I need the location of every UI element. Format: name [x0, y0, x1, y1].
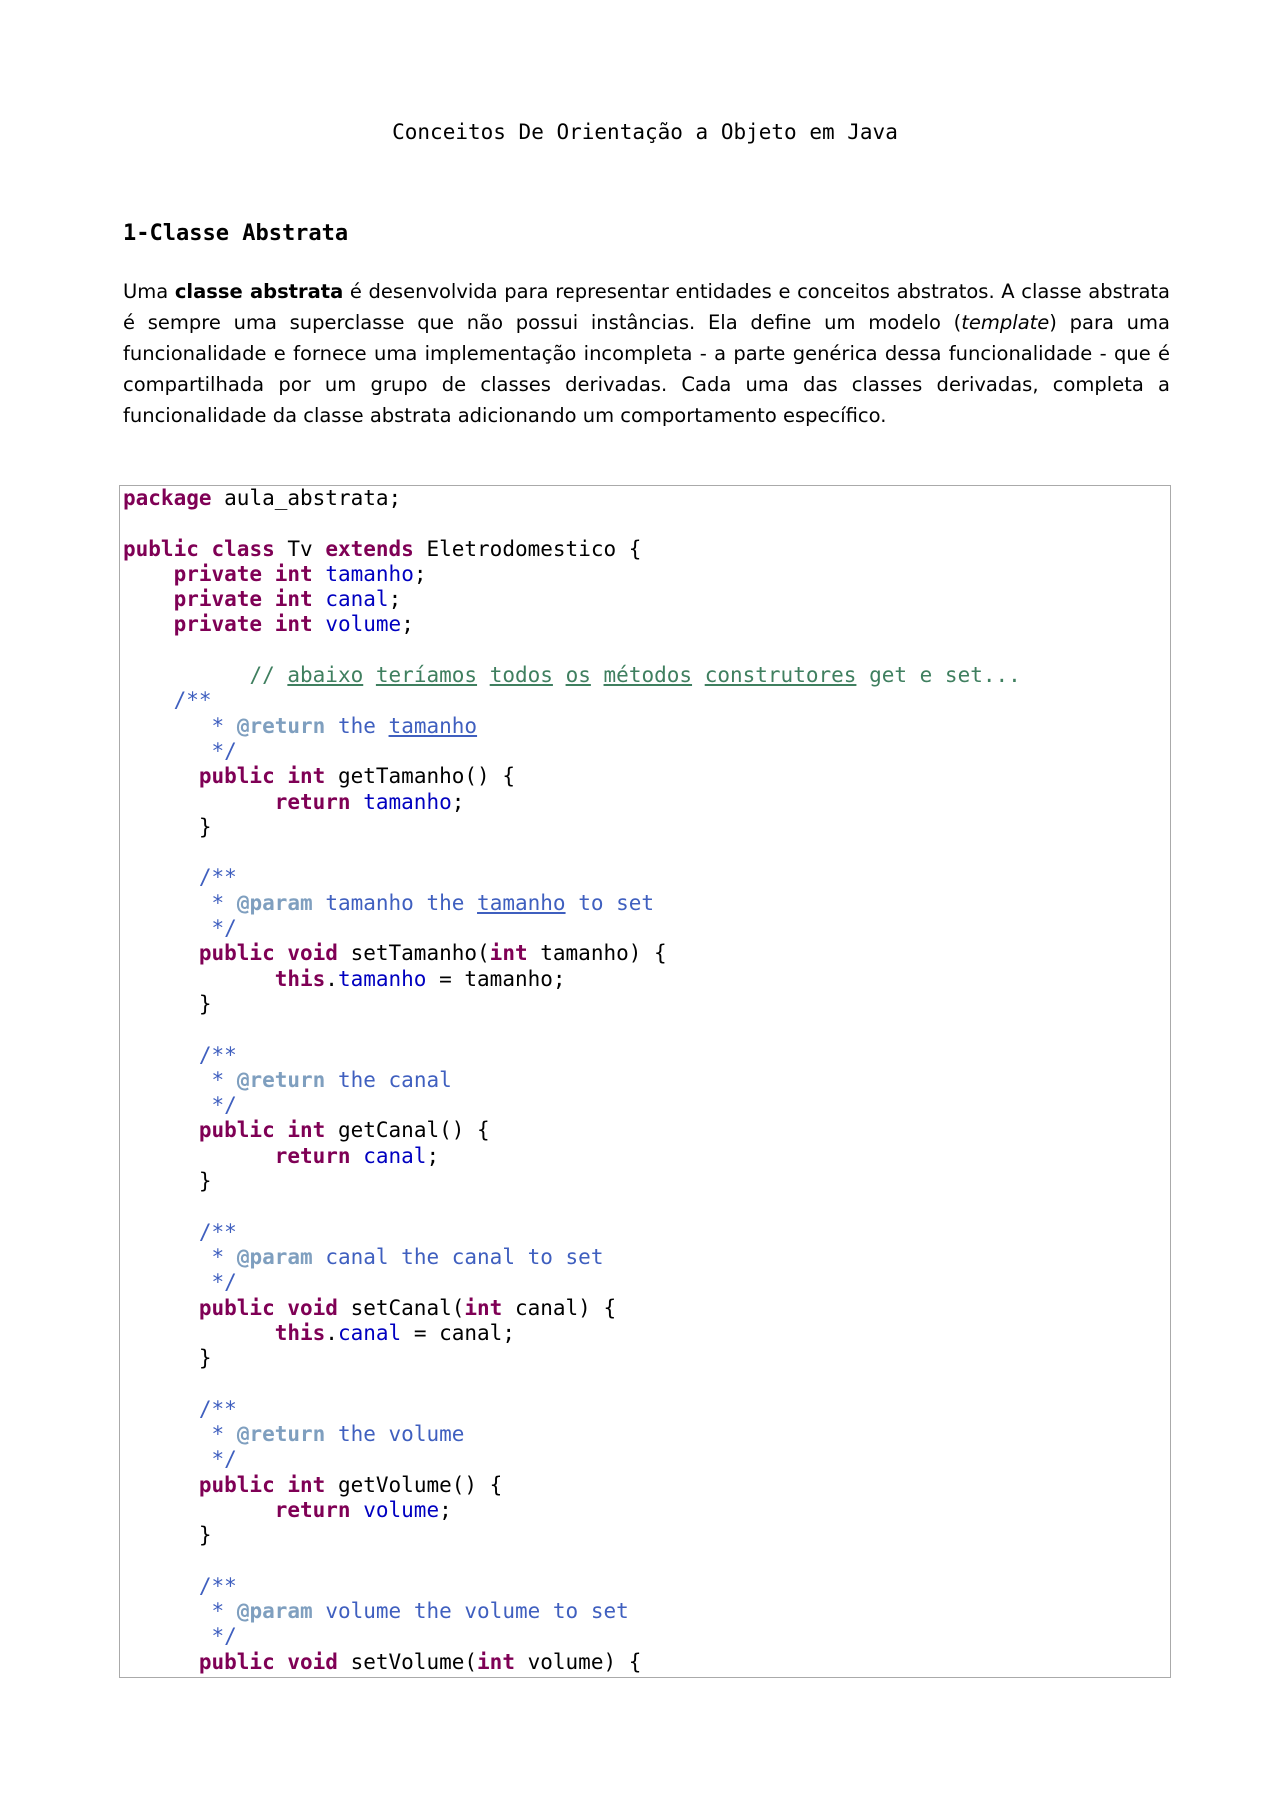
keyword: int [464, 1295, 503, 1320]
code-text [313, 562, 326, 586]
paragraph-italic-term: template [961, 311, 1050, 334]
code-text [123, 1473, 199, 1497]
code-line [123, 1548, 1170, 1573]
keyword: private [173, 561, 263, 586]
code-text [123, 714, 212, 738]
keyword: private [173, 587, 263, 612]
code-text: tamanho) { [527, 941, 667, 966]
javadoc: * [211, 890, 237, 915]
code-text [275, 1118, 288, 1142]
code-text: . [325, 966, 338, 991]
javadoc: */ [211, 1447, 237, 1472]
javadoc: /** [198, 1573, 237, 1598]
body-paragraph [123, 276, 1170, 431]
comment [692, 663, 705, 687]
document-title: Conceitos De Orientação a Objeto em Java [392, 120, 898, 144]
javadoc: */ [211, 916, 237, 941]
code-text [123, 1498, 275, 1522]
code-text [275, 941, 288, 965]
code-text: ; [451, 789, 465, 814]
code-text [123, 916, 212, 940]
code-line [123, 1473, 1170, 1498]
code-line [123, 1043, 1170, 1068]
code-text [123, 764, 199, 788]
javadoc-tag: @return [236, 713, 326, 738]
code-line [123, 1346, 1170, 1371]
javadoc: tamanho the [312, 890, 478, 915]
field: canal [325, 587, 389, 612]
code-text: } [123, 1346, 212, 1371]
keyword: int [287, 1118, 326, 1143]
code-text: ; [413, 561, 427, 586]
code-line [123, 638, 1170, 663]
code-line [123, 1220, 1170, 1245]
code-text: Eletrodomestico { [413, 536, 642, 561]
keyword: int [287, 764, 326, 789]
code-line [123, 1093, 1170, 1118]
code-text [123, 1118, 199, 1142]
code-text [313, 587, 326, 611]
code-text [123, 941, 199, 965]
code-text [262, 562, 275, 586]
javadoc: canal the canal to set [312, 1244, 604, 1269]
code-text [123, 1447, 212, 1471]
javadoc: */ [211, 1093, 237, 1118]
field: tamanho [337, 966, 427, 991]
code-line [123, 511, 1170, 536]
code-line [123, 537, 1170, 562]
javadoc-tag: @param [236, 1244, 313, 1269]
code-text [123, 1220, 199, 1244]
code-text: } [123, 1523, 212, 1548]
code-text: getCanal() { [325, 1118, 490, 1143]
javadoc: */ [211, 1624, 237, 1649]
code-text: getVolume() { [325, 1472, 503, 1497]
code-text [123, 587, 174, 611]
code-text: getTamanho() { [325, 764, 515, 789]
keyword: void [287, 941, 338, 966]
keyword: package [123, 486, 212, 510]
code-line [123, 790, 1170, 815]
keyword: public [198, 764, 275, 789]
code-text [275, 1650, 288, 1674]
javadoc-tag: @param [236, 890, 313, 915]
keyword: public [198, 1472, 275, 1497]
code-text: Tv [274, 536, 326, 561]
code-line [123, 1296, 1170, 1321]
code-text: setCanal( [337, 1295, 465, 1320]
paragraph-bold-term: classe abstrata [174, 280, 344, 303]
javadoc: * [211, 713, 237, 738]
comment: // [249, 663, 288, 688]
field: canal [363, 1143, 427, 1168]
keyword: public [198, 1649, 275, 1674]
javadoc: the [325, 713, 389, 738]
javadoc: */ [211, 738, 237, 763]
javadoc-ref: tamanho [388, 713, 478, 738]
code-text: ; [426, 1143, 440, 1168]
code-text [123, 739, 212, 763]
code-line [123, 1068, 1170, 1093]
code-line [123, 739, 1170, 764]
code-line [123, 1169, 1170, 1194]
code-line [123, 663, 1170, 688]
javadoc: /** [173, 688, 212, 713]
code-text [123, 1068, 212, 1092]
code-text: aula_abstrata; [211, 486, 402, 510]
code-text [123, 1422, 212, 1446]
code-line [123, 941, 1170, 966]
code-text [199, 537, 212, 561]
code-text [123, 1397, 199, 1421]
code-text: setTamanho( [337, 941, 490, 966]
code-text [123, 688, 174, 712]
keyword: void [287, 1295, 338, 1320]
code-text: ; [401, 612, 414, 637]
code-line [123, 764, 1170, 789]
code-text: } [123, 814, 212, 839]
javadoc: * [211, 1067, 237, 1092]
code-text [123, 967, 275, 991]
comment-word: os [565, 663, 591, 688]
code-line [123, 1650, 1170, 1675]
code-text [123, 891, 212, 915]
javadoc: to set [565, 890, 655, 915]
code-line [123, 865, 1170, 890]
comment-word: métodos [603, 663, 693, 688]
code-line [123, 916, 1170, 941]
code-line [123, 1245, 1170, 1270]
code-line [123, 1144, 1170, 1169]
code-text: } [123, 991, 212, 1016]
code-listing [119, 485, 1171, 1678]
code-text [123, 562, 174, 586]
code-text [275, 1296, 288, 1320]
code-text: . [325, 1320, 338, 1345]
code-text [123, 865, 199, 889]
code-line [123, 612, 1170, 637]
code-line [123, 1599, 1170, 1624]
paragraph-part-2: ) para uma funcionalidade e fornece uma implementação incompleta - a parte genérica dessa funcionalidade - que é compartilhada por um grupo de classes derivadas. Cada uma das classes derivadas, completa a funcionalidade da classe abstrata adicionando um comportamento específico. [123, 311, 1170, 427]
code-line [123, 1321, 1170, 1346]
code-text: ; [388, 587, 402, 612]
code-block [120, 486, 1170, 1675]
comment: get e set... [856, 663, 1021, 688]
keyword: void [287, 1649, 338, 1674]
code-text [123, 1574, 199, 1598]
keyword: public [198, 1295, 275, 1320]
code-text: ; [439, 1497, 452, 1522]
javadoc: /** [198, 1219, 237, 1244]
code-text: volume) { [514, 1649, 642, 1674]
keyword: int [274, 561, 313, 586]
code-line [123, 1498, 1170, 1523]
code-text [351, 1498, 364, 1522]
field: tamanho [363, 789, 452, 814]
code-line [123, 562, 1170, 587]
code-line [123, 1270, 1170, 1295]
code-text [123, 663, 249, 687]
code-text: } [123, 1169, 212, 1194]
keyword: extends [325, 536, 414, 561]
code-text [123, 1321, 275, 1345]
keyword: return [274, 1497, 351, 1522]
keyword: int [274, 587, 313, 612]
code-text [123, 1043, 199, 1067]
field: volume [363, 1497, 440, 1522]
javadoc-ref: tamanho [477, 890, 566, 915]
code-line [123, 587, 1170, 612]
comment-word: abaixo [287, 663, 364, 688]
code-text [123, 1245, 212, 1269]
javadoc: * [211, 1421, 237, 1446]
code-line [123, 688, 1170, 713]
code-text [275, 764, 288, 788]
keyword: public [198, 941, 275, 966]
code-line [123, 840, 1170, 865]
javadoc: * [211, 1599, 237, 1624]
javadoc: /** [198, 1396, 237, 1421]
javadoc-tag: @return [236, 1067, 326, 1092]
code-line [123, 1017, 1170, 1042]
code-line [123, 1447, 1170, 1472]
code-text [123, 1270, 212, 1294]
comment [477, 663, 490, 687]
code-text [351, 1144, 364, 1168]
code-text [313, 612, 326, 636]
code-line [123, 1523, 1170, 1548]
keyword: return [274, 1143, 351, 1168]
code-text [123, 1093, 212, 1117]
code-line [123, 1422, 1170, 1447]
code-line [123, 815, 1170, 840]
keyword: int [489, 941, 528, 966]
comment-word: construtores [704, 663, 857, 688]
javadoc: /** [198, 1042, 237, 1067]
code-text [123, 612, 174, 636]
code-line [123, 1371, 1170, 1396]
code-line [123, 1118, 1170, 1143]
code-text [123, 1624, 212, 1648]
field: tamanho [325, 561, 414, 586]
code-line [123, 1397, 1170, 1422]
javadoc-tag: @param [236, 1599, 313, 1624]
code-line [123, 992, 1170, 1017]
field: canal [337, 1320, 402, 1345]
comment [363, 663, 376, 687]
paragraph-part-1: é desenvolvida para representar entidades e conceitos abstratos. A classe abstrata é sempre uma superclasse que não possui instâncias. Ela define um modelo ( [123, 280, 1171, 334]
code-text [262, 612, 275, 636]
javadoc-tag: @return [236, 1421, 326, 1446]
code-line [123, 967, 1170, 992]
keyword: this [274, 1320, 326, 1345]
keyword: private [173, 612, 263, 637]
paragraph-intro: Uma [123, 280, 175, 303]
section-heading: 1-Classe Abstrata [123, 221, 349, 246]
javadoc: * [211, 1244, 237, 1269]
code-line [123, 891, 1170, 916]
code-line [123, 714, 1170, 739]
code-text: = tamanho; [426, 966, 566, 991]
javadoc: */ [211, 1270, 237, 1295]
javadoc: /** [198, 865, 237, 890]
code-line [123, 486, 1170, 511]
javadoc: volume the volume to set [312, 1599, 629, 1624]
field: volume [325, 612, 402, 637]
comment-word: todos [489, 663, 553, 688]
comment [553, 663, 566, 687]
code-line [123, 1624, 1170, 1649]
keyword: class [211, 536, 275, 561]
keyword: this [274, 966, 326, 991]
code-text [123, 1599, 212, 1623]
javadoc: the volume [325, 1421, 465, 1446]
keyword: return [274, 789, 351, 814]
code-text [123, 1144, 275, 1168]
code-text: canal) { [502, 1295, 617, 1320]
comment [591, 663, 604, 687]
code-text [123, 1296, 199, 1320]
javadoc: the canal [325, 1067, 452, 1092]
code-text [351, 790, 364, 814]
code-text [262, 587, 275, 611]
comment-word: teríamos [375, 663, 478, 688]
code-text [123, 790, 275, 814]
code-text [123, 1650, 199, 1674]
keyword: public [123, 536, 199, 561]
keyword: int [274, 612, 313, 637]
code-text [275, 1473, 288, 1497]
code-text: = canal; [401, 1320, 515, 1345]
code-line [123, 1194, 1170, 1219]
keyword: int [477, 1649, 515, 1674]
code-text: setVolume( [337, 1649, 478, 1674]
code-line [123, 1574, 1170, 1599]
keyword: public [198, 1118, 275, 1143]
keyword: int [287, 1472, 326, 1497]
